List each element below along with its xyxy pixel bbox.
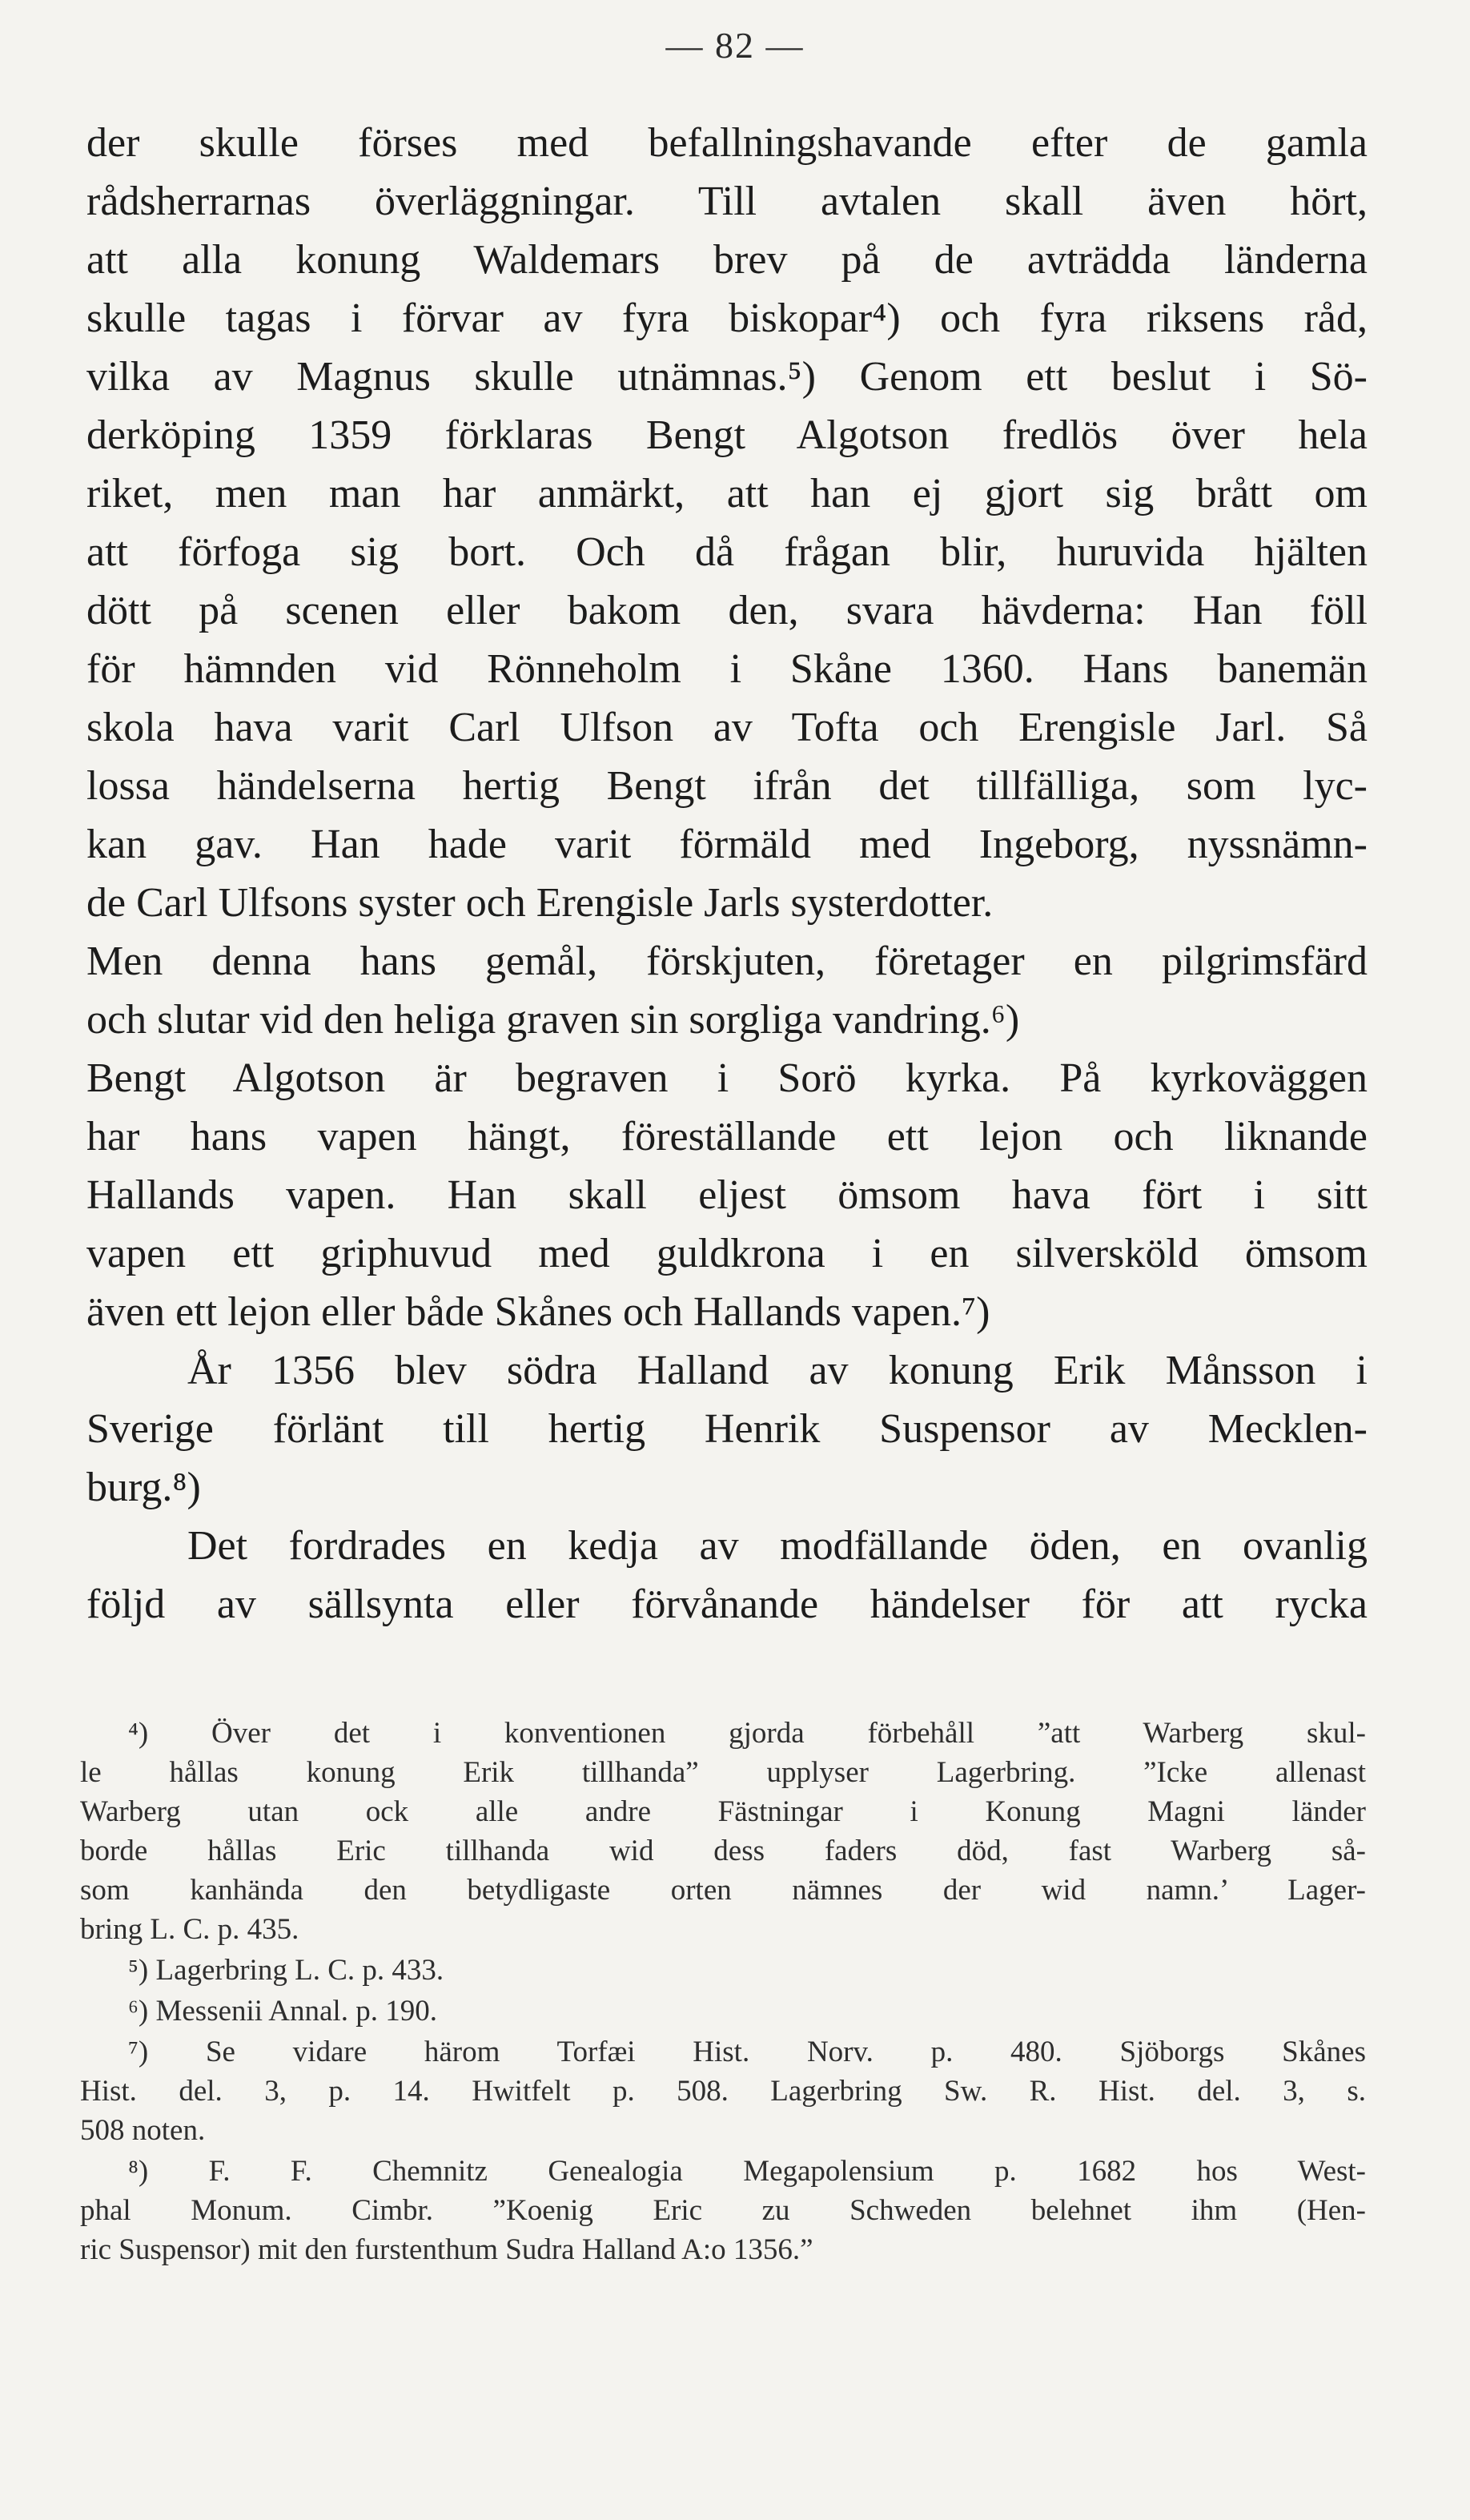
- body-line: och slutar vid den heliga graven sin sorgliga vandring.⁶): [86, 997, 1020, 1043]
- body-line: vapen ett griphuvud med guldkrona i en silversköld ömsom: [86, 1231, 1368, 1276]
- body-line: År 1356 blev södra Halland av konung Erik Månsson i: [187, 1348, 1368, 1393]
- body-line: burg.⁸): [86, 1465, 201, 1510]
- page-number: — 82 —: [665, 25, 805, 66]
- body-line: Hallands vapen. Han skall eljest ömsom hava fört i sitt: [86, 1172, 1368, 1218]
- footnote-line: Hist. del. 3, p. 14. Hwitfelt p. 508. Lagerbring Sw. R. Hist. del. 3, s.: [80, 2075, 1366, 2108]
- footnote-8: ⁸) F. F. Chemnitz Genealogia Megapolensium p. 1682 hos West-: [128, 2155, 1366, 2188]
- body-line: följd av sällsynta eller förvånande händelser för att rycka: [86, 1582, 1368, 1627]
- footnote-line: borde hållas Eric tillhanda wid dess faders död, fast Warberg så-: [80, 1835, 1366, 1867]
- body-line: kan gav. Han hade varit förmäld med Ingeborg, nyssnämn-: [86, 822, 1368, 867]
- footnote-line: 508 noten.: [80, 2114, 206, 2147]
- body-line: skulle tagas i förvar av fyra biskopar⁴) och fyra riksens råd,: [86, 295, 1368, 341]
- footnote-4: ⁴) Över det i konventionen gjorda förbehåll ”att Warberg skul-: [128, 1717, 1366, 1750]
- body-line: lossa händelserna hertig Bengt ifrån det tillfälliga, som lyc-: [86, 763, 1368, 809]
- body-line: Det fordrades en kedja av modfällande öden, en ovanlig: [187, 1523, 1368, 1569]
- body-line: de Carl Ulfsons syster och Erengisle Jarls systerdotter.: [86, 880, 994, 926]
- footnote-line: bring L. C. p. 435.: [80, 1913, 299, 1946]
- body-line: skola hava varit Carl Ulfson av Tofta och Erengisle Jarl. Så: [86, 705, 1368, 750]
- footnote-line: phal Monum. Cimbr. ”Koenig Eric zu Schweden belehnet ihm (Hen-: [80, 2194, 1366, 2227]
- footnote-line: le hållas konung Erik tillhanda” upplyser Lagerbring. ”Icke allenast: [80, 1756, 1366, 1789]
- body-line: rådsherrarnas överläggningar. Till avtalen skall även hört,: [86, 179, 1368, 224]
- body-line: Bengt Algotson är begraven i Sorö kyrka. På kyrkoväggen: [86, 1055, 1368, 1101]
- body-line: derköping 1359 förklaras Bengt Algotson fredlös över hela: [86, 412, 1368, 458]
- body-line: Men denna hans gemål, förskjuten, företager en pilgrimsfärd: [86, 938, 1368, 984]
- footnote-line: ric Suspensor) mit den furstenthum Sudra Halland A:o 1356.”: [80, 2233, 813, 2266]
- footnotes: [80, 1714, 1366, 2269]
- body-line: att alla konung Waldemars brev på de avträdda länderna: [86, 237, 1368, 283]
- body-line: att förfoga sig bort. Och då frågan blir, huruvida hjälten: [86, 529, 1368, 575]
- footnote-5: ⁵) Lagerbring L. C. p. 433.: [128, 1954, 444, 1987]
- footnote-6: ⁶) Messenii Annal. p. 190.: [128, 1995, 437, 2028]
- footnote-7: ⁷) Se vidare härom Torfæi Hist. Norv. p. 480. Sjöborgs Skånes: [128, 2036, 1366, 2068]
- body-line: har hans vapen hängt, föreställande ett lejon och liknande: [86, 1114, 1368, 1160]
- body-line: riket, men man har anmärkt, att han ej gjort sig brått om: [86, 471, 1368, 516]
- footnote-line: Warberg utan ock alle andre Fästningar i Konung Magni länder: [80, 1795, 1366, 1828]
- body-line: der skulle förses med befallningshavande efter de gamla: [86, 120, 1368, 166]
- body-line: dött på scenen eller bakom den, svara hävderna: Han föll: [86, 588, 1368, 633]
- body-line: även ett lejon eller både Skånes och Hallands vapen.⁷): [86, 1289, 990, 1335]
- body-text: [86, 114, 1368, 1634]
- body-line: Sverige förlänt till hertig Henrik Suspensor av Mecklen-: [86, 1406, 1368, 1452]
- footnote-line: som kanhända den betydligaste orten nämnes der wid namn.’ Lager-: [80, 1874, 1366, 1907]
- body-line: för hämnden vid Rönneholm i Skåne 1360. Hans banemän: [86, 646, 1368, 692]
- body-line: vilka av Magnus skulle utnämnas.⁵) Genom ett beslut i Sö-: [86, 354, 1368, 400]
